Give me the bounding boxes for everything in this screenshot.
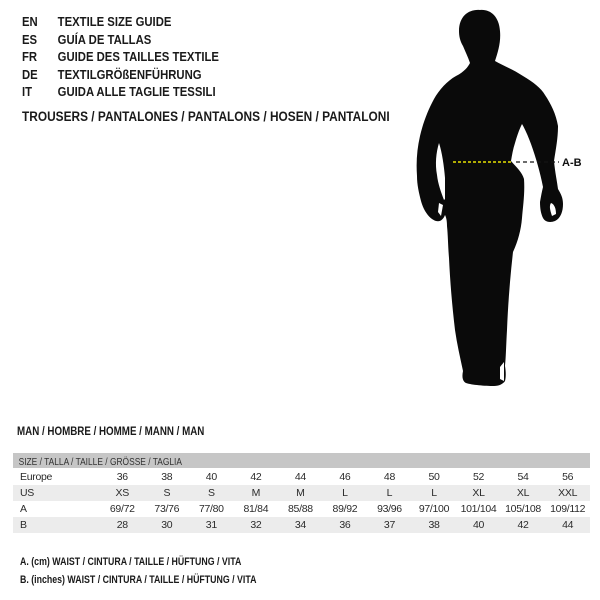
size-value-cell: M <box>296 487 305 499</box>
size-value-cell: 101/104 <box>460 503 497 515</box>
language-row <box>22 83 219 101</box>
size-value-cell: 69/72 <box>109 503 135 515</box>
language-title: GUIDA ALLE TAGLIE TESSILI <box>57 84 216 99</box>
size-value-cell: 31 <box>205 519 217 531</box>
table-row <box>13 517 590 533</box>
size-value-cell: XL <box>516 487 530 499</box>
size-value-cell: XS <box>115 487 129 499</box>
size-value-cell: 30 <box>161 519 173 531</box>
man-figure <box>400 0 600 400</box>
measure-notes <box>20 553 316 589</box>
size-value-cell: 44 <box>294 471 306 483</box>
language-row <box>22 48 219 66</box>
table-row <box>13 485 590 501</box>
size-value-cell: 105/108 <box>505 503 541 515</box>
size-value-cell: 46 <box>339 471 351 483</box>
size-value-cell: 54 <box>517 471 529 483</box>
row-label: A <box>20 503 27 515</box>
row-label: B <box>20 519 27 531</box>
language-row <box>22 66 219 84</box>
size-value-cell: 50 <box>428 471 440 483</box>
language-code: DE <box>22 66 38 82</box>
size-value-cell: L <box>386 487 393 499</box>
size-value-cell: 44 <box>562 519 574 531</box>
language-title: GUIDE DES TAILLES TEXTILE <box>57 49 219 64</box>
size-value-cell: S <box>163 487 171 499</box>
size-value-cell: S <box>207 487 215 499</box>
size-value-cell: 89/92 <box>332 503 358 515</box>
size-value-cell: 93/96 <box>377 503 402 515</box>
row-label: Europe <box>20 471 53 483</box>
size-value-cell: 73/76 <box>154 503 180 515</box>
language-code: FR <box>22 49 38 64</box>
size-value-cell: 34 <box>294 519 306 531</box>
size-value-cell: 81/84 <box>243 503 269 515</box>
man-silhouette-icon <box>417 10 563 386</box>
size-table-header-label: SIZE / TALLA / TAILLE / GRÖSSE / TAGLIA <box>18 456 182 468</box>
size-value-cell: XXL <box>558 487 578 499</box>
language-code: IT <box>22 84 33 99</box>
language-title: TEXTILGRÖßENFÜHRUNG <box>57 66 202 82</box>
size-value-cell: 52 <box>472 471 485 483</box>
language-code: EN <box>22 14 38 29</box>
language-title: TEXTILE SIZE GUIDE <box>57 14 172 29</box>
size-table-header <box>13 453 590 468</box>
size-value-cell: 48 <box>383 471 395 483</box>
size-value-cell: M <box>251 487 261 499</box>
note-waist-cm: A. (cm) WAIST / CINTURA / TAILLE / HÜFTUNG / VITA <box>20 556 242 568</box>
size-table <box>13 453 590 533</box>
row-label: US <box>20 487 34 499</box>
gender-section-title: MAN / HOMBRE / HOMME / MANN / MAN <box>17 426 205 438</box>
size-value-cell: 42 <box>250 471 262 483</box>
note-waist-inches: B. (inches) WAIST / CINTURA / TAILLE / HÜFTUNG / VITA <box>20 574 257 586</box>
size-value-cell: 36 <box>116 471 128 483</box>
language-row <box>22 31 219 49</box>
size-value-cell: 97/100 <box>418 503 450 515</box>
size-value-cell: 85/88 <box>288 503 313 515</box>
language-list <box>22 13 248 101</box>
size-value-cell: 109/112 <box>550 503 586 515</box>
language-row <box>22 13 219 31</box>
size-value-cell: 77/80 <box>198 503 224 515</box>
language-title: GUÍA DE TALLAS <box>57 31 152 47</box>
size-value-cell: 38 <box>428 519 440 531</box>
table-row <box>13 469 590 485</box>
size-value-cell: 40 <box>472 519 485 531</box>
size-value-cell: 56 <box>562 471 574 483</box>
size-table-body <box>13 469 590 533</box>
size-value-cell: 40 <box>205 471 217 483</box>
size-value-cell: 32 <box>250 519 262 531</box>
size-value-cell: 28 <box>116 519 128 531</box>
size-value-cell: 37 <box>383 519 395 531</box>
product-category-title: TROUSERS / PANTALONES / PANTALONS / HOSEN / PANTALONI <box>22 109 390 124</box>
size-value-cell: 36 <box>339 519 351 531</box>
size-value-cell: L <box>342 487 348 499</box>
size-value-cell: XL <box>472 487 485 499</box>
table-row <box>13 501 590 517</box>
language-code: ES <box>22 31 38 47</box>
waist-measure-label: A-B <box>562 157 582 169</box>
size-table-grid <box>13 469 590 533</box>
size-value-cell: 42 <box>517 519 529 531</box>
size-value-cell: 38 <box>161 471 173 483</box>
size-value-cell: L <box>431 487 437 499</box>
